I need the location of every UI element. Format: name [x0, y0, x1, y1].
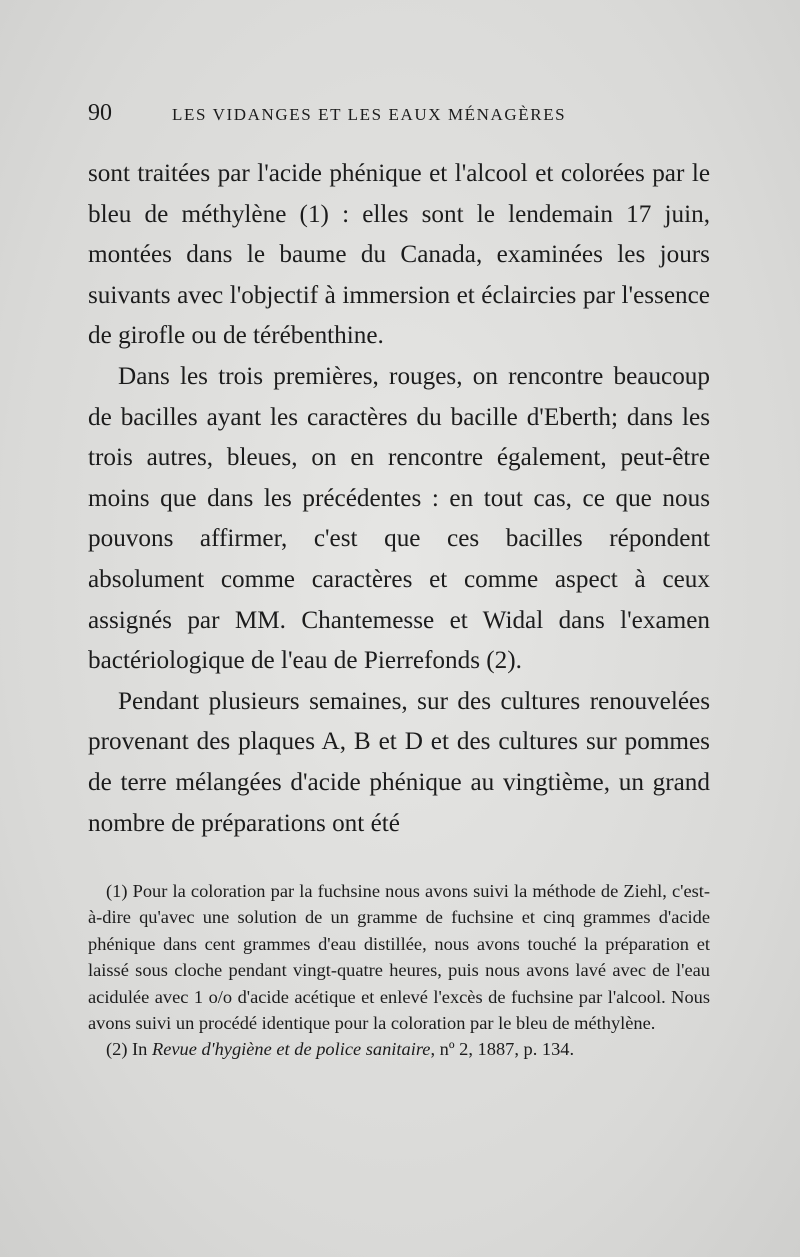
page-header — [88, 100, 713, 132]
body-text — [88, 154, 710, 844]
footnote-2-suffix: , nº 2, 1887, p. 134. — [430, 1039, 575, 1060]
footnote-2-journal: Revue d'hygiène et de police sanitaire — [151, 1039, 431, 1060]
paragraph: Dans les trois premières, rouges, on rencontre beaucoup de bacilles ayant les caractères du bacille d'Eberth; dans les trois autres, bleues, on en rencontre également, peut-être moins que dans les précédentes : en tout cas, ce que nous pouvons affirmer, c'est que ces bacilles répondent absolument comme caractères et comme aspect à ceux assignés par MM. Chantemesse et Widal dans l'examen bactériologique de l'eau de Pierrefonds (2). — [88, 362, 710, 675]
running-title: LES VIDANGES ET LES EAUX MÉNAGÈRES — [172, 105, 567, 124]
footnotes — [88, 878, 710, 1063]
footnote-2-prefix: (2) In — [106, 1039, 152, 1060]
page-number: 90 — [88, 100, 112, 126]
footnote-2 — [88, 1036, 710, 1062]
paragraph: sont traitées par l'acide phénique et l'alcool et colorées par le bleu de méthylène (1) : elles sont le lendemain 17 juin, montées dans le baume du Canada, examinées les jours suivants avec l'objectif à immersion et éclaircies par l'essence de girofle ou de térébenthine. — [88, 160, 710, 350]
paragraph: Pendant plusieurs semaines, sur des cultures renouvelées provenant des plaques A, B et D et des cultures sur pommes de terre mélangées d'acide phénique au vingtième, un grand nombre de préparations ont été — [88, 687, 710, 837]
footnote-1: (1) Pour la coloration par la fuchsine nous avons suivi la méthode de Ziehl, c'est-à-dire qu'avec une solution de un gramme de fuchsine et cinq grammes d'acide phénique dans cent grammes d'eau distillée, nous avons touché la préparation et laissé sous cloche pendant vingt-quatre heures, puis nous avons lavé avec de l'eau acidulée avec 1 o/o d'acide acétique et enlevé l'excès de fuchsine par l'alcool. Nous avons suivi un procédé identique pour la coloration par le bleu de méthylène. — [88, 881, 710, 1034]
